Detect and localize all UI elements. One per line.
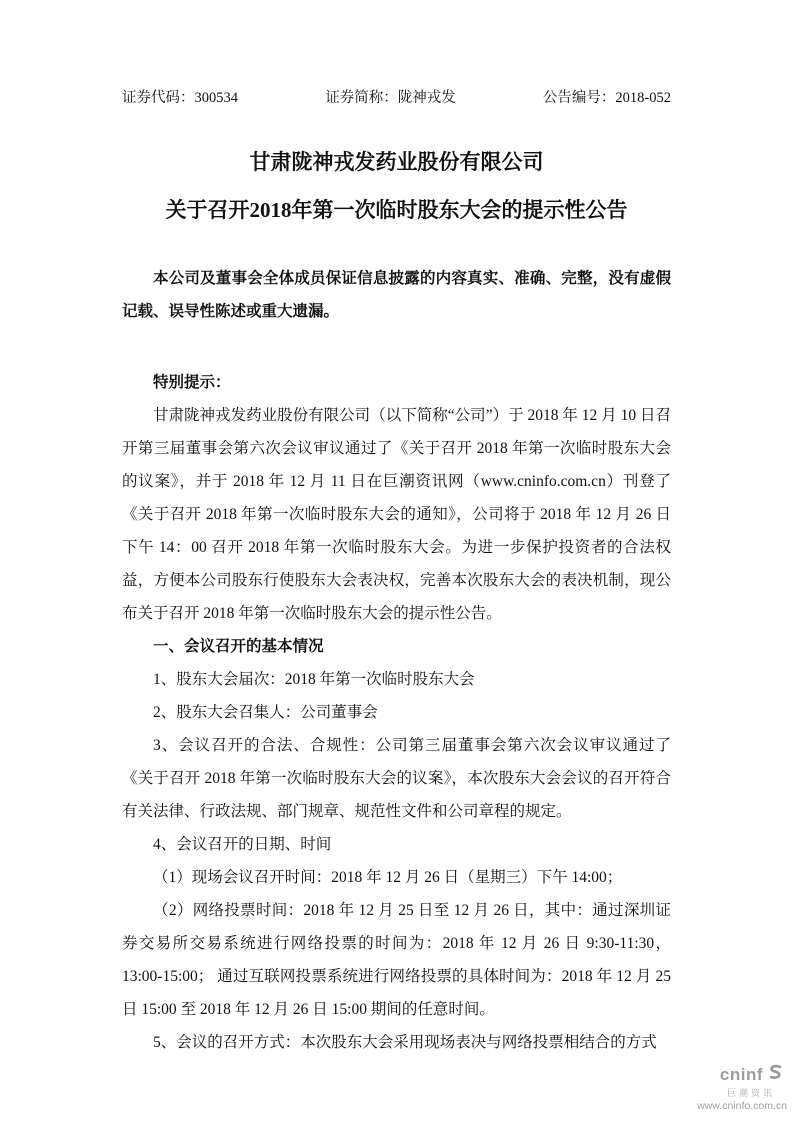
section1-item-4: 4、会议召开的日期、时间 bbox=[153, 836, 332, 854]
doc-title-line2: 关于召开2018年第一次临时股东大会的提示性公告 bbox=[165, 198, 628, 223]
section1-item-2: 2、股东大会召集人：公司董事会 bbox=[153, 704, 378, 722]
stock-code: 证券代码：300534 bbox=[122, 90, 238, 106]
cninfo-logo bbox=[697, 1063, 789, 1086]
cninfo-watermark bbox=[697, 1063, 789, 1112]
section1-heading: 一、会议召开的基本情况 bbox=[153, 638, 324, 656]
section1-item-5: 5、会议的召开方式：本次股东大会采用现场表决与网络投票相结合的方式 bbox=[153, 1034, 657, 1052]
special-notice-heading: 特别提示： bbox=[153, 374, 231, 392]
intro-paragraph: 甘肃陇神戎发药业股份有限公司（以下简称“公司”）于 2018 年 12 月 10 日召开第三届董事会第六次会议审议通过了《关于召开 2018 年第一次临时股东大会的议案》，并于 2018 年 12 月 11 日在巨潮资讯网（www.cninfo.com.cn）刊登了《关于召开 2018 年第一次临时股东大会的通知》，公司将于 2018 年 12 月 26 日下午 14：00 召开 2018 年第一次临时股东大会。为进一步保护投资者的合法权益，方便本公司股东行使股东大会表决权，完善本次股东大会的表决机制，现公布关于召开 2018 年第一次临时股东大会的提示性公告。 bbox=[122, 407, 671, 623]
cninfo-swirl-icon bbox=[765, 1063, 783, 1086]
stock-short-name: 证券简称：陇神戎发 bbox=[325, 90, 456, 106]
cninfo-brand-cn: 巨潮资讯 bbox=[726, 1087, 775, 1098]
section1-item-4-2: （2）网络投票时间：2018 年 12 月 25 日至 12 月 26 日，其中：通过深圳证券交易所交易系统进行网络投票的时间为：2018 年 12 月 26 日 9:30-11:30，13:00-15:00； 通过互联网投票系统进行网络投票的具体时间为：2018 年 12 月 25 日 15:00 至 2018 年 12 月 26 日 15:00 期间的任意时间。 bbox=[122, 902, 671, 1019]
doc-header bbox=[122, 88, 671, 108]
announcement-number: 公告编号：2018-052 bbox=[542, 90, 671, 106]
section1-item-1: 1、股东大会届次：2018 年第一次临时股东大会 bbox=[153, 671, 475, 689]
declaration-paragraph: 本公司及董事会全体成员保证信息披露的内容真实、准确、完整，没有虚假记载、误导性陈述或重大遗漏。 bbox=[122, 270, 671, 321]
doc-body bbox=[122, 366, 671, 1059]
cninfo-url: www.cninfo.com.cn bbox=[697, 1099, 787, 1112]
cninfo-logo-text: cninf bbox=[719, 1065, 763, 1085]
section1-item-3: 3、会议召开的合法、合规性：公司第三届董事会第六次会议审议通过了《关于召开 2018 年第一次临时股东大会的议案》，本次股东大会会议的召开符合有关法律、行政法规、部门规章、规范性文件和公司章程的规定。 bbox=[122, 737, 671, 821]
doc-title-line1: 甘肃陇神戎发药业股份有限公司 bbox=[249, 150, 544, 174]
section1-item-4-1: （1）现场会议召开时间：2018 年 12 月 26 日（星期三）下午 14:00； bbox=[153, 869, 623, 887]
